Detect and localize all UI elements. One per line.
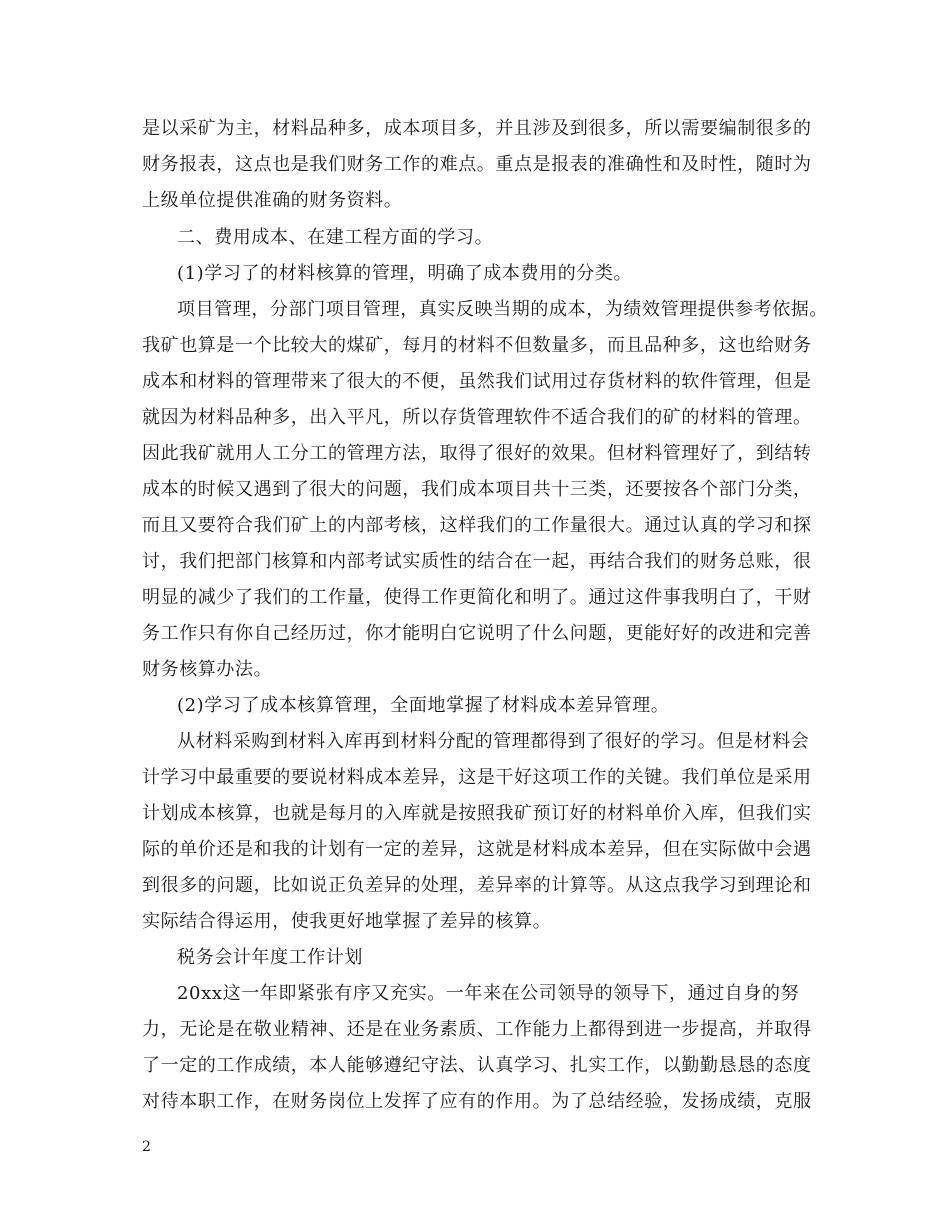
body-text-line: 财务报表，这点也是我们财务工作的难点。重点是报表的准确性和及时性，随时为: [142, 154, 812, 175]
body-text-line: 实际结合得运用，使我更好地掌握了差异的核算。: [142, 911, 552, 932]
body-text-line: 我矿也算是一个比较大的煤矿，每月的材料不但数量多，而且品种多，这也给财务: [142, 335, 812, 356]
body-text-line: 力，无论是在敬业精神、还是在业务素质、工作能力上都得到进一步提高，并取得: [142, 1019, 812, 1040]
body-text-line: 就因为材料品种多，出入平凡，所以存货管理软件不适合我们的矿的材料的管理。: [142, 407, 812, 428]
body-text-line: 计学习中最重要的要说材料成本差异，这是干好这项工作的关键。我们单位是采用: [142, 767, 812, 788]
body-text-line: 务工作只有你自己经历过，你才能明白它说明了什么问题，更能好好的改进和完善: [142, 623, 812, 644]
body-text-line: 从材料采购到材料入库再到材料分配的管理都得到了很好的学习。但是材料会: [177, 731, 810, 752]
body-text-line: 对待本职工作，在财务岗位上发挥了应有的作用。为了总结经验，发扬成绩，克服: [142, 1091, 812, 1112]
body-text-line: 成本和材料的管理带来了很大的不便，虽然我们试用过存货材料的软件管理，但是: [142, 371, 812, 392]
body-text-line: 成本的时候又遇到了很大的问题，我们成本项目共十三类，还要按各个部门分类，: [142, 479, 812, 500]
body-text-line: 而且又要符合我们矿上的内部考核，这样我们的工作量很大。通过认真的学习和探: [142, 515, 812, 536]
body-text-line: 上级单位提供准确的财务资料。: [142, 190, 403, 211]
subsection-heading: (2)学习了成本核算管理，全面地掌握了材料成本差异管理。: [177, 695, 670, 716]
body-text-line: 20xx这一年即紧张有序又充实。一年来在公司领导的领导下，通过自身的努: [177, 983, 800, 1004]
section-heading: 二、费用成本、在建工程方面的学习。: [177, 227, 494, 248]
body-text-line: 因此我矿就用人工分工的管理方法，取得了很好的效果。但材料管理好了，到结转: [142, 443, 812, 464]
body-text-line: 了一定的工作成绩，本人能够遵纪守法、认真学习、扎实工作，以勤勤恳恳的态度: [142, 1055, 812, 1076]
page-number: 2: [142, 1139, 151, 1155]
body-text-line: 到很多的问题，比如说正负差异的处理，差异率的计算等。从这点我学习到理论和: [142, 875, 812, 896]
body-text-line: 讨，我们把部门核算和内部考试实质性的结合在一起，再结合我们的财务总账，很: [142, 551, 812, 572]
body-text-line: 项目管理，分部门项目管理，真实反映当期的成本，为绩效管理提供参考依据。: [177, 299, 828, 320]
body-text-line: 明显的减少了我们的工作量，使得工作更简化和明了。通过这件事我明白了，干财: [142, 587, 812, 608]
body-text-line: 计划成本核算，也就是每月的入库就是按照我矿预订好的材料单价入库，但我们实: [142, 803, 812, 824]
body-text-line: 际的单价还是和我的计划有一定的差异，这就是材料成本差异，但在实际做中会遇: [142, 839, 812, 860]
body-text-line: 财务核算办法。: [142, 659, 273, 680]
body-text-line: 是以采矿为主，材料品种多，成本项目多，并且涉及到很多，所以需要编制很多的: [142, 118, 812, 139]
subsection-heading: (1)学习了的材料核算的管理，明确了成本费用的分类。: [177, 263, 633, 284]
document-subtitle: 税务会计年度工作计划: [177, 947, 363, 968]
